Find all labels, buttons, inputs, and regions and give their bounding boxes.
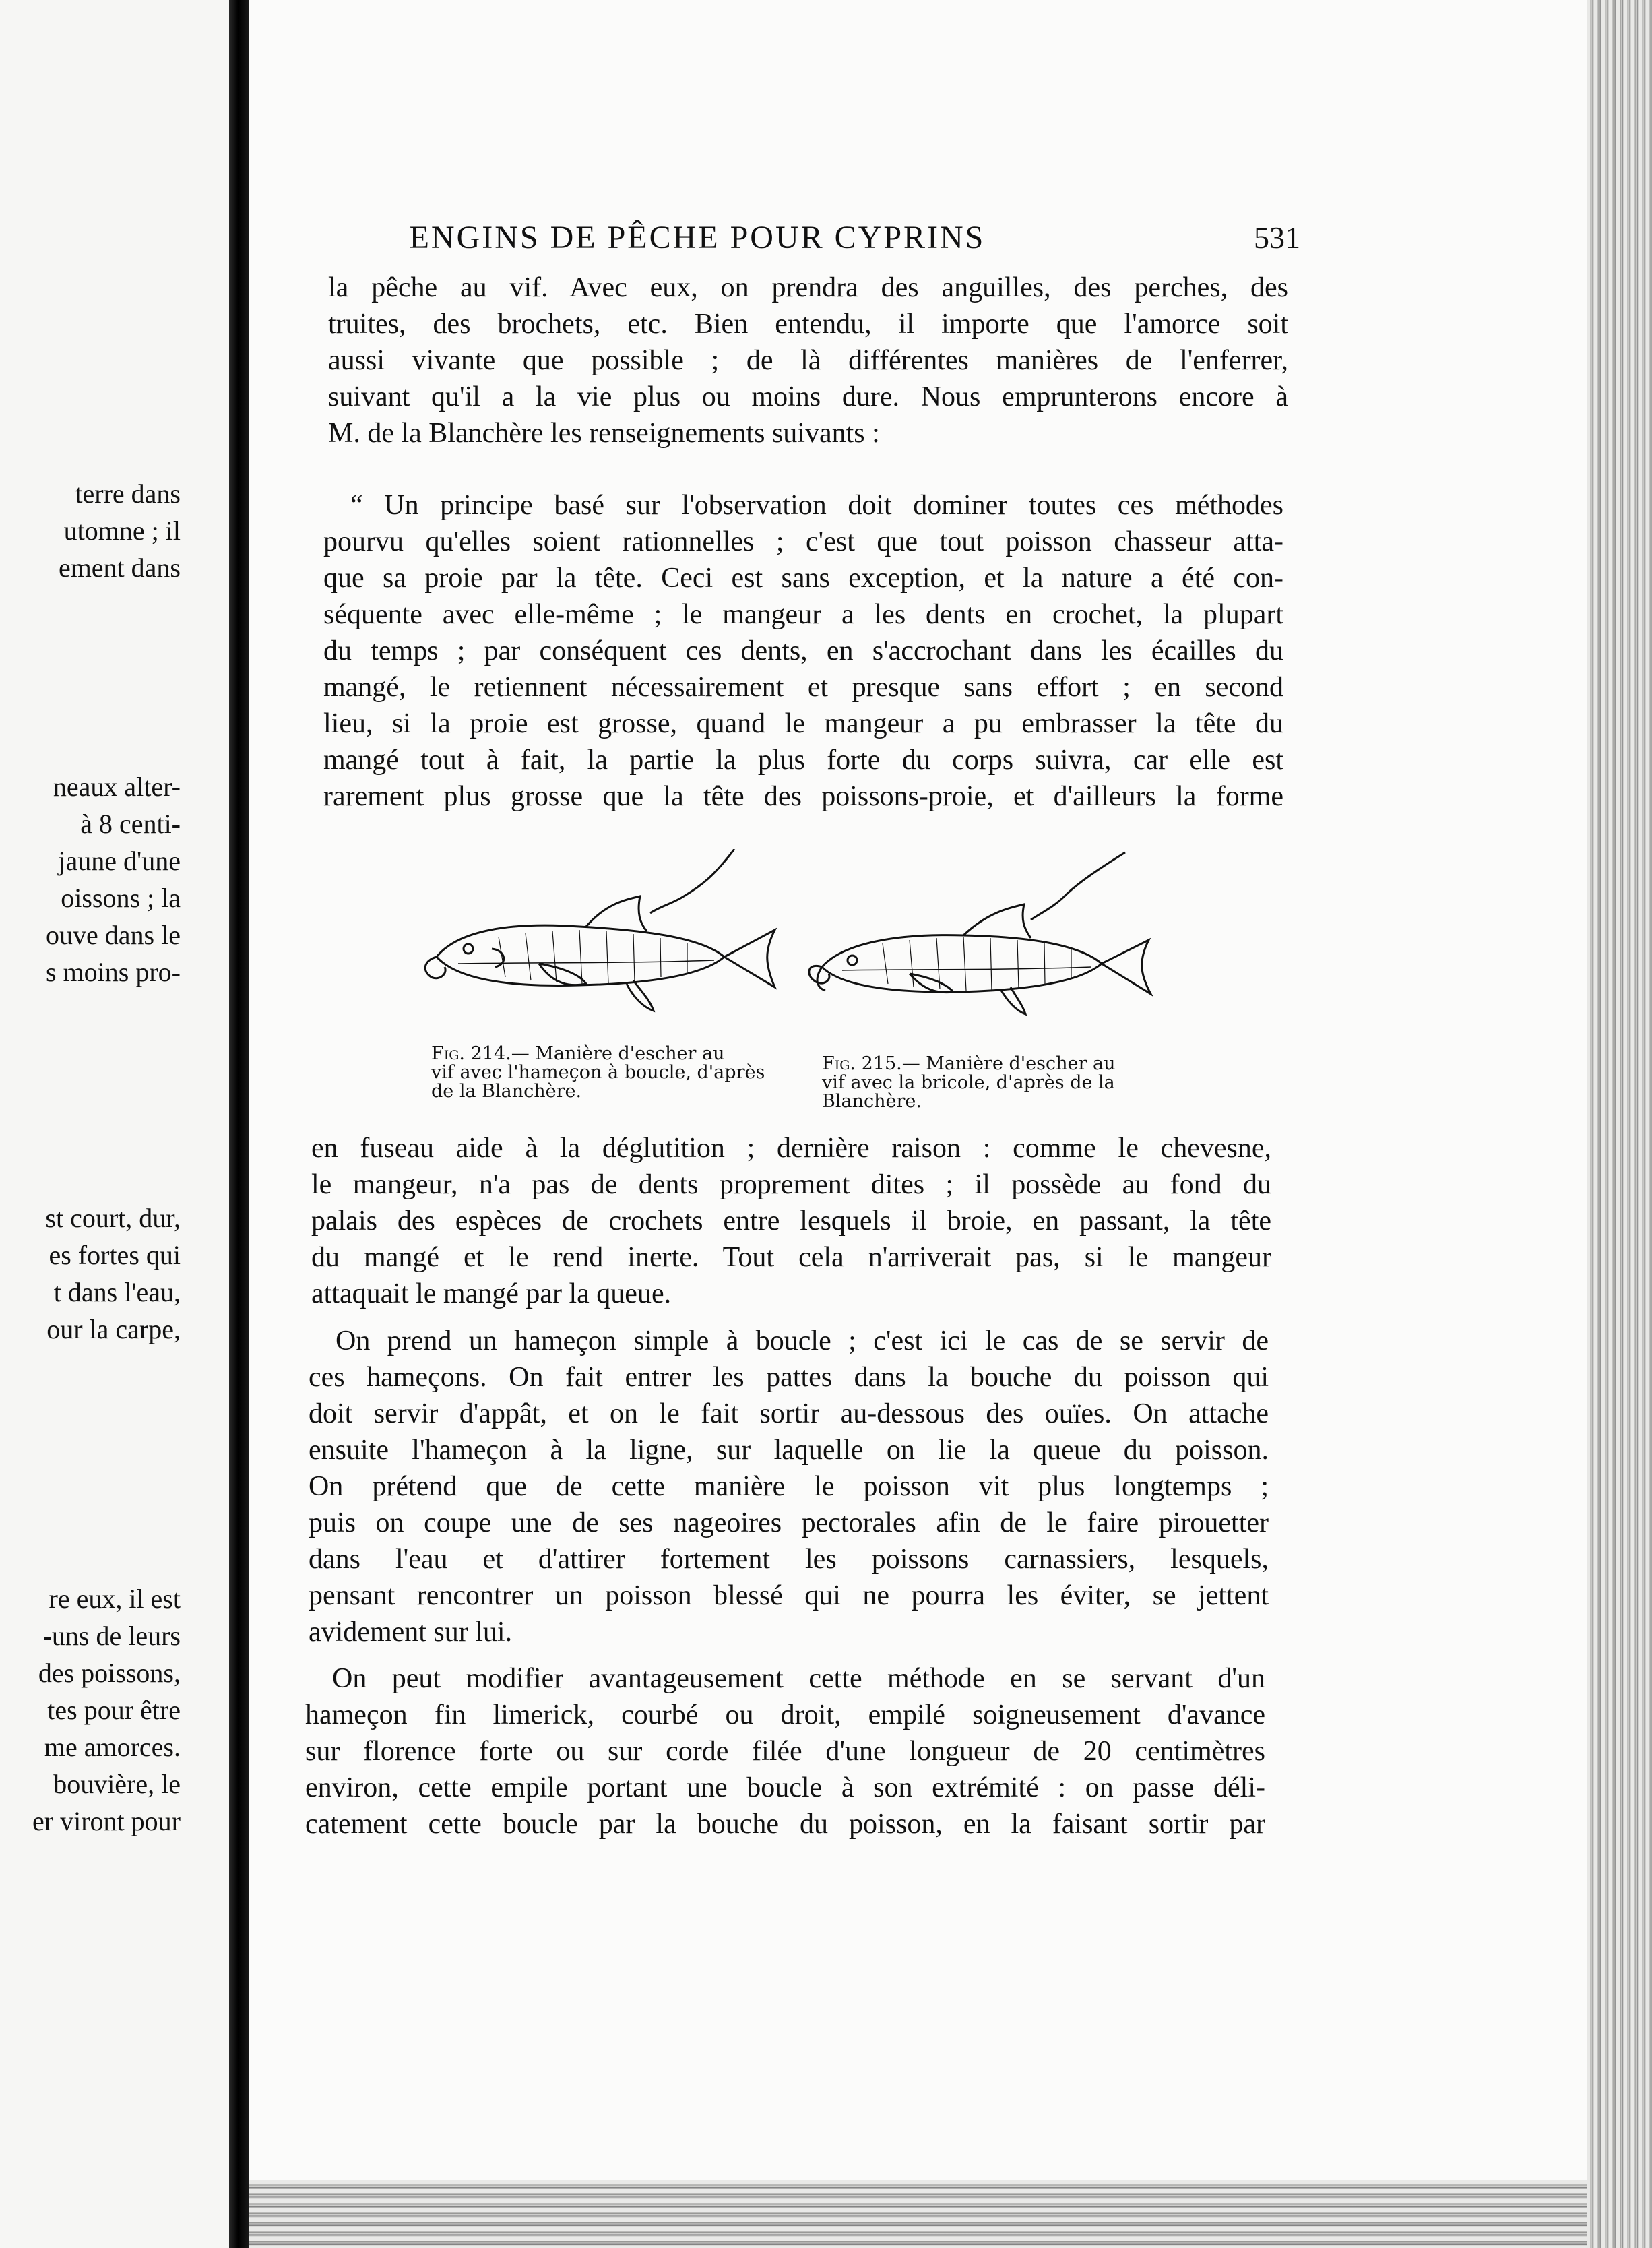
left-page-line: bouvière, le — [53, 1769, 181, 1799]
left-page-line: utomne ; il — [63, 516, 181, 546]
text-line: mangé tout à fait, la partie la plus forte du corps suivra, car elle est — [323, 745, 1283, 776]
paragraph-4 — [309, 1323, 1269, 1650]
text-line: environ, cette empile portant une boucle à son extrémité : on passe déli- — [305, 1772, 1265, 1803]
left-page-line: ouve dans le — [46, 920, 181, 950]
fig-215-caption — [822, 1055, 1172, 1111]
left-page-line: er viront pour — [32, 1806, 181, 1836]
left-page-line: me amorces. — [44, 1732, 181, 1762]
text-line: pourvu qu'elles soient rationnelles ; c'est que tout poisson chasseur atta- — [323, 526, 1283, 557]
paragraph-2-quote — [323, 487, 1283, 815]
left-page-line: re eux, il est — [49, 1584, 181, 1614]
left-page-line: neaux alter- — [53, 772, 181, 802]
left-page-line: ement dans — [58, 553, 181, 583]
left-page-line: jaune d'une — [58, 846, 181, 876]
page-edges-right — [1587, 0, 1652, 2248]
text-line: sur florence forte ou sur corde filée d'une longueur de 20 centimètres — [305, 1736, 1265, 1767]
fig-214-fish-illustration — [418, 849, 795, 1038]
paragraph-5 — [305, 1660, 1265, 1842]
fig-214-caption-line-1: — Manière d'escher au — [511, 1043, 725, 1064]
left-page-line: oissons ; la — [61, 883, 181, 913]
fig-214-caption-line-2: vif avec l'hameçon à boucle, d'après — [431, 1062, 765, 1083]
left-page-line: tes pour être — [47, 1695, 181, 1725]
fig-215-label: Fig. 215. — [822, 1053, 902, 1074]
text-line: ces hameçons. On fait entrer les pattes dans la bouche du poisson qui — [309, 1362, 1269, 1393]
paragraph-1 — [328, 270, 1288, 451]
book-gutter — [229, 0, 249, 2248]
text-line: M. de la Blanchère les renseignements suivants : — [328, 418, 880, 449]
text-line: la pêche au vif. Avec eux, on prendra des anguilles, des perches, des — [328, 272, 1288, 303]
fig-215-caption-line-1: — Manière d'escher au — [901, 1053, 1116, 1074]
text-line: suivant qu'il a la vie plus ou moins dure. Nous emprunterons encore à — [328, 381, 1288, 412]
text-line: aussi vivante que possible ; de là différentes manières de l'enferrer, — [328, 345, 1288, 376]
text-line: avidement sur lui. — [309, 1617, 513, 1648]
left-page-line: -uns de leurs — [42, 1621, 181, 1651]
text-line: rarement plus grosse que la tête des poissons-proie, et d'ailleurs la forme — [323, 781, 1283, 812]
text-line: que sa proie par la tête. Ceci est sans exception, et la nature a été con- — [323, 563, 1283, 594]
text-line: On peut modifier avantageusement cette méthode en se servant d'un — [332, 1663, 1265, 1694]
fig-215-caption-line-2: vif avec la bricole, d'après de la — [822, 1072, 1115, 1093]
left-facing-page — [0, 0, 229, 2248]
text-line: ensuite l'hameçon à la ligne, sur laquelle on lie la queue du poisson. — [309, 1435, 1269, 1466]
left-page-line: our la carpe, — [46, 1314, 181, 1344]
left-page-line: des poissons, — [38, 1658, 181, 1688]
text-line: “ Un principe basé sur l'observation doit dominer toutes ces méthodes — [350, 490, 1283, 521]
fig-215-caption-line-3: Blanchère. — [822, 1091, 922, 1112]
fig-215-fish-illustration — [795, 849, 1172, 1038]
left-page-line: st court, dur, — [45, 1203, 181, 1233]
text-line: du mangé et le rend inerte. Tout cela n'arriverait pas, si le mangeur — [311, 1242, 1271, 1273]
left-page-line: es fortes qui — [49, 1240, 181, 1270]
text-line: truites, des brochets, etc. Bien entendu, il importe que l'amorce soit — [328, 309, 1288, 340]
text-line: séquente avec elle-même ; le mangeur a les dents en crochet, la plupart — [323, 599, 1283, 630]
text-line: le mangeur, n'a pas de dents proprement dites ; il possède au fond du — [311, 1169, 1271, 1200]
fig-214-caption-line-3: de la Blanchère. — [431, 1081, 582, 1102]
page-number: 531 — [1254, 220, 1300, 255]
text-line: palais des espèces de crochets entre lesquels il broie, en passant, la tête — [311, 1206, 1271, 1237]
paragraph-3 — [311, 1130, 1271, 1312]
text-line: On prétend que de cette manière le poisson vit plus longtemps ; — [309, 1471, 1269, 1502]
text-line: attaquait le mangé par la queue. — [311, 1278, 672, 1309]
text-line: catement cette boucle par la bouche du poisson, en la faisant sortir par — [305, 1809, 1265, 1840]
text-line: On prend un hameçon simple à boucle ; c'est ici le cas de se servir de — [336, 1325, 1269, 1356]
page-edges-bottom — [249, 2180, 1587, 2248]
text-line: dans l'eau et d'attirer fortement les poissons carnassiers, lesquels, — [309, 1544, 1269, 1575]
figures — [418, 849, 1159, 1119]
left-page-line: s moins pro- — [46, 957, 181, 987]
fig-214-caption — [431, 1044, 782, 1101]
text-line: puis on coupe une de ses nageoires pectorales afin de le faire pirouetter — [309, 1507, 1269, 1538]
left-page-line: terre dans — [75, 478, 181, 509]
fig-214-label: Fig. 214. — [431, 1043, 511, 1064]
text-line: doit servir d'appât, et on le fait sortir au-dessous des ouïes. On attache — [309, 1398, 1269, 1429]
left-page-line: à 8 centi- — [80, 809, 181, 839]
text-line: mangé, le retiennent nécessairement et presque sans effort ; en second — [323, 672, 1283, 703]
running-title: ENGINS DE PÊCHE POUR CYPRINS — [409, 220, 986, 255]
text-line: hameçon fin limerick, courbé ou droit, empilé soigneusement d'avance — [305, 1699, 1265, 1730]
left-page-line: t dans l'eau, — [53, 1277, 181, 1307]
text-line: pensant rencontrer un poisson blessé qui ne pourra les éviter, se jettent — [309, 1580, 1269, 1611]
text-line: du temps ; par conséquent ces dents, en s'accrochant dans les écailles du — [323, 635, 1283, 666]
text-line: en fuseau aide à la déglutition ; dernière raison : comme le chevesne, — [311, 1133, 1271, 1164]
running-head — [276, 214, 1300, 261]
text-line: lieu, si la proie est grosse, quand le mangeur a pu embrasser la tête du — [323, 708, 1283, 739]
